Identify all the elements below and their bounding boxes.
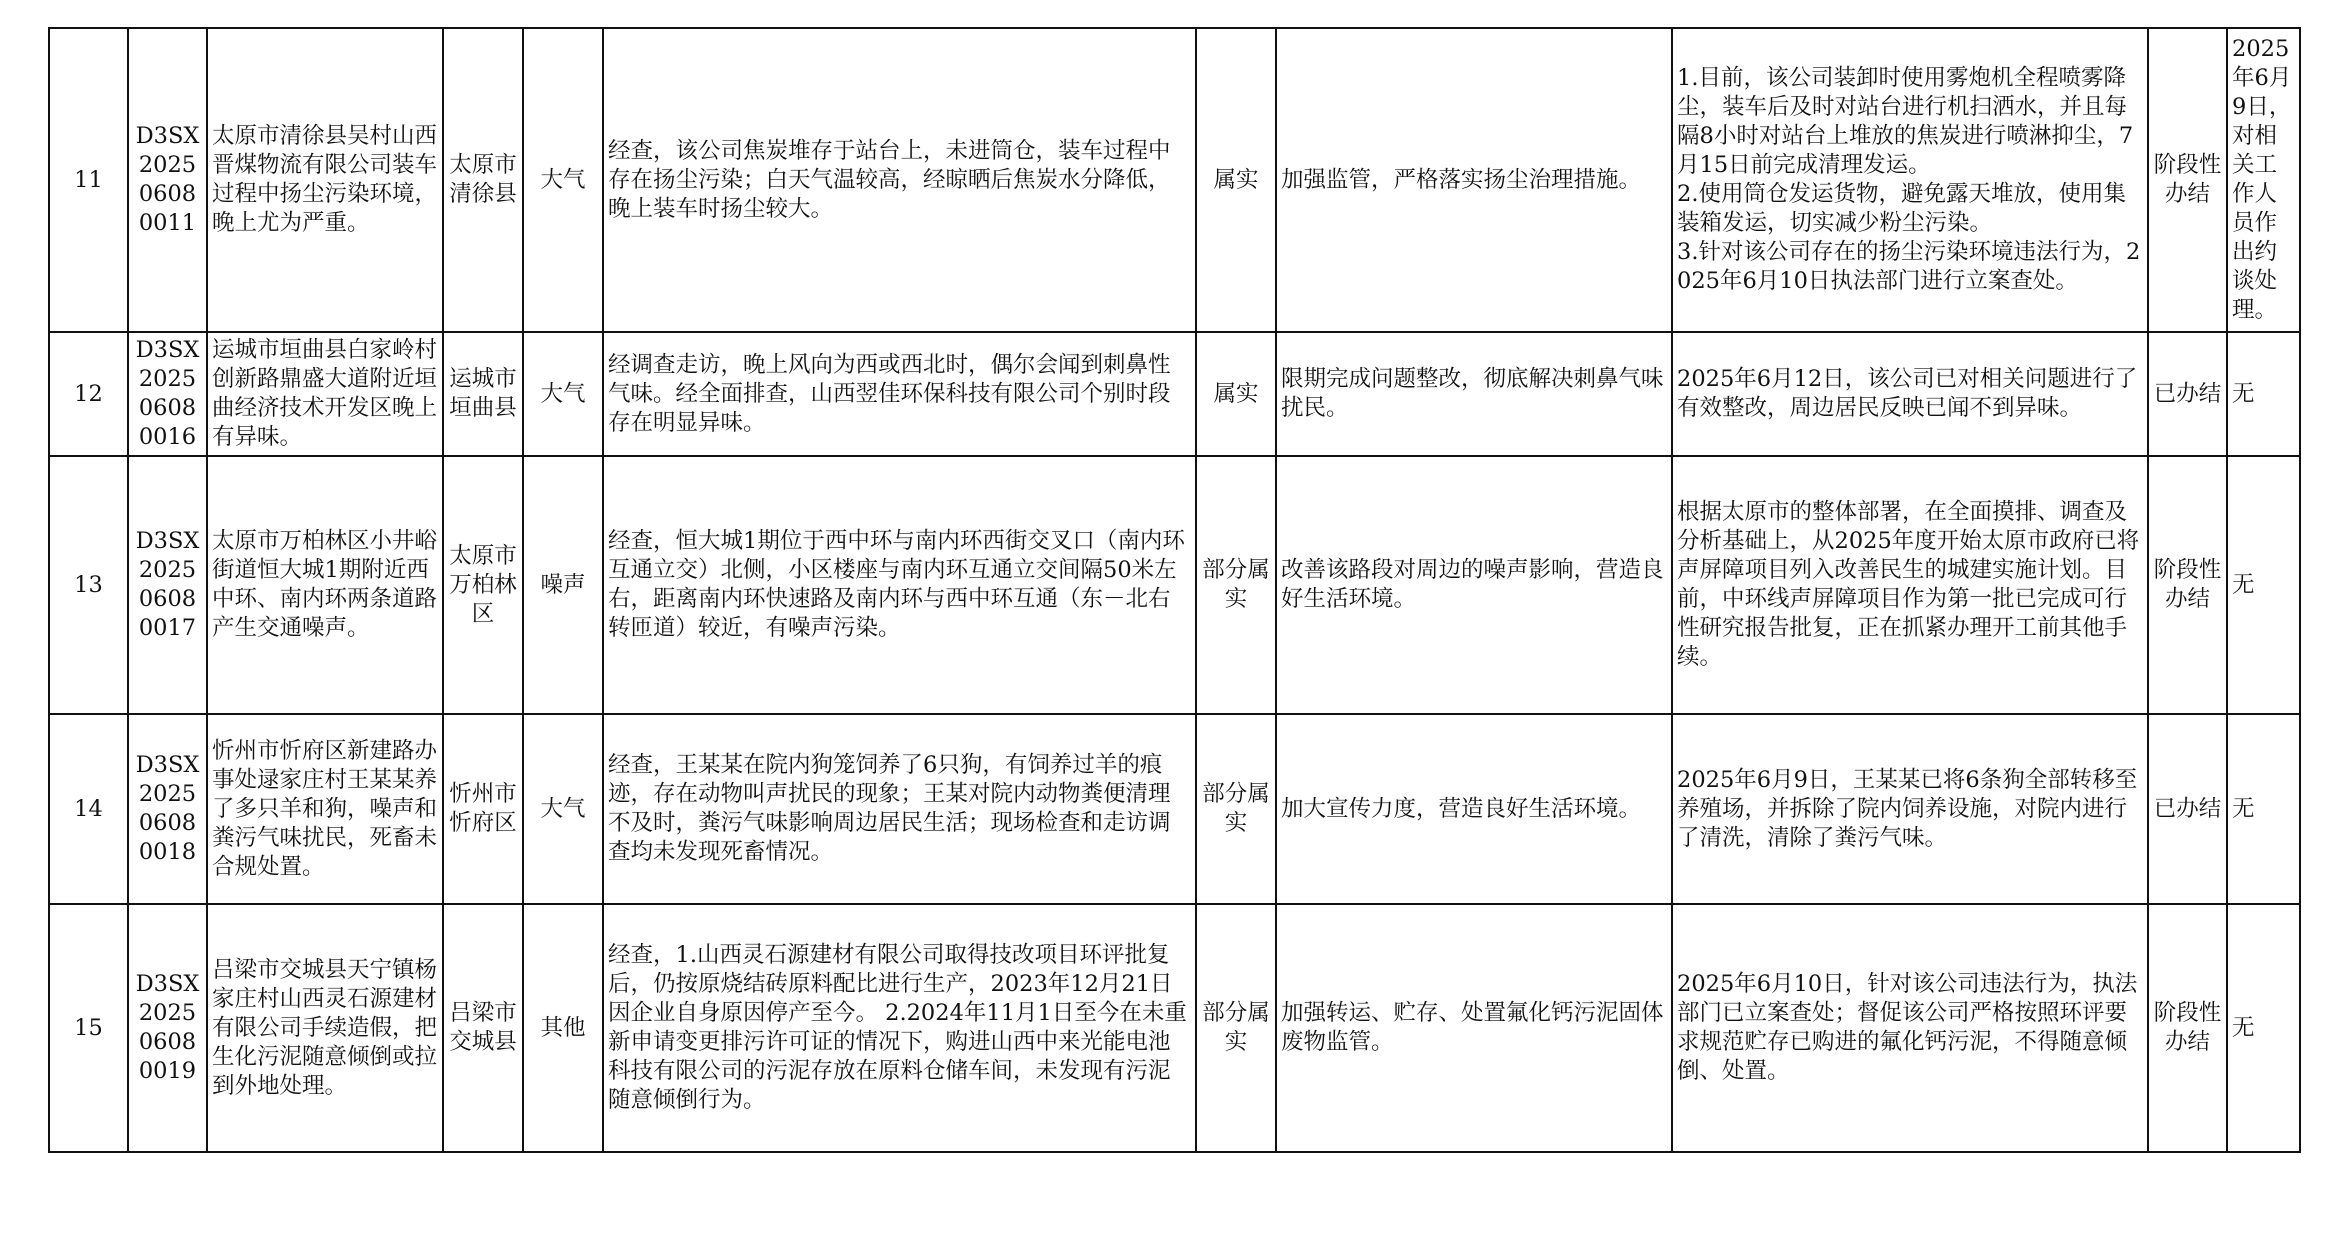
- rectification-goal: 加大宣传力度，营造良好生活环境。: [1276, 714, 1672, 904]
- complaint-content: 吕梁市交城县天宁镇杨家庄村山西灵石源建材有限公司手续造假，把生化污泥随意倾倒或拉到外地处理。: [207, 904, 443, 1152]
- handling-status: 已办结: [2148, 714, 2227, 904]
- accountability: 无: [2227, 332, 2300, 456]
- region: 忻州市忻府区: [443, 714, 523, 904]
- verdict: 属实: [1196, 28, 1276, 332]
- handling-status: 已办结: [2148, 332, 2227, 456]
- verdict: 部分属实: [1196, 456, 1276, 714]
- region: 太原市万柏林区: [443, 456, 523, 714]
- progress-item: 3.针对该公司存在的扬尘污染环境违法行为，2025年6月10日执法部门进行立案查处。: [1677, 239, 2141, 294]
- progress-item: 2025年6月9日，王某某已将6条狗全部转移至养殖场，并拆除了院内饲养设施，对院内进行了清洗，清除了粪污气味。: [1677, 766, 2138, 851]
- rectification-goal: 限期完成问题整改，彻底解决刺鼻气味扰民。: [1276, 332, 1672, 456]
- progress-item: 2025年6月12日，该公司已对相关问题进行了有效整改，周边居民反映已闻不到异味。: [1677, 366, 2138, 421]
- table-row: [49, 714, 2300, 904]
- investigation-result: 经查，1.山西灵石源建材有限公司取得技改项目环评批复后，仍按原烧结砖原料配比进行生产，2023年12月21日因企业自身原因停产至今。 2.2024年11月1日至今在未重新申请变更排污许可证的情况下，购进山西中来光能电池科技有限公司的污泥存放在原料仓储车间，未发现有污泥随意倾倒行为。: [603, 904, 1196, 1152]
- pollution-type: 噪声: [523, 456, 603, 714]
- case-code: D3SX20250608 0017: [128, 456, 207, 714]
- pollution-type: 大气: [523, 332, 603, 456]
- row-number: 11: [49, 28, 128, 332]
- verdict: 部分属实: [1196, 714, 1276, 904]
- accountability: 无: [2227, 714, 2300, 904]
- region: 太原市清徐县: [443, 28, 523, 332]
- handling-status: 阶段性办结: [2148, 28, 2227, 332]
- rectification-goal: 改善该路段对周边的噪声影响，营造良好生活环境。: [1276, 456, 1672, 714]
- table-row: [49, 456, 2300, 714]
- verdict: 属实: [1196, 332, 1276, 456]
- complaint-content: 太原市万柏林区小井峪街道恒大城1期附近西中环、南内环两条道路产生交通噪声。: [207, 456, 443, 714]
- accountability: 无: [2227, 904, 2300, 1152]
- investigation-result: 经查，王某某在院内狗笼饲养了6只狗，有饲养过羊的痕迹，存在动物叫声扰民的现象；王某对院内动物粪便清理不及时，粪污气味影响周边居民生活；现场检查和走访调查均未发现死畜情况。: [603, 714, 1196, 904]
- progress-item: 2.使用筒仓发运货物，避免露天堆放，使用集装箱发运，切实减少粉尘污染。: [1677, 181, 2126, 236]
- complaint-content: 忻州市忻府区新建路办事处逯家庄村王某某养了多只羊和狗，噪声和粪污气味扰民，死畜未合规处置。: [207, 714, 443, 904]
- rectification-goal: 加强监管，严格落实扬尘治理措施。: [1276, 28, 1672, 332]
- table-row: [49, 332, 2300, 456]
- progress-item: 根据太原市的整体部署，在全面摸排、调查及分析基础上，从2025年度开始太原市政府已将声屏障项目列入改善民生的城建实施计划。目前，中环线声屏障项目作为第一批已完成可行性研究报告批复，正在抓紧办理开工前其他手续。: [1677, 499, 2140, 670]
- rectification-progress: [1672, 456, 2148, 714]
- row-number: 12: [49, 332, 128, 456]
- case-code: D3SX20250608 0018: [128, 714, 207, 904]
- row-number: 14: [49, 714, 128, 904]
- investigation-result: 经调查走访，晚上风向为西或西北时，偶尔会闻到刺鼻性气味。经全面排查，山西翌佳环保科技有限公司个别时段存在明显异味。: [603, 332, 1196, 456]
- complaint-content: 运城市垣曲县白家岭村创新路鼎盛大道附近垣曲经济技术开发区晚上有异味。: [207, 332, 443, 456]
- table-body: [49, 28, 2300, 1152]
- complaint-table: [48, 27, 2301, 1153]
- table-row: [49, 904, 2300, 1152]
- rectification-progress: [1672, 28, 2148, 332]
- region: 吕梁市交城县: [443, 904, 523, 1152]
- verdict: 部分属实: [1196, 904, 1276, 1152]
- progress-item: 1.目前，该公司装卸时使用雾炮机全程喷雾降尘，装车后及时对站台进行机扫洒水，并且每隔8小时对站台上堆放的焦炭进行喷淋抑尘，7月15日前完成清理发运。: [1677, 65, 2134, 178]
- accountability: 无: [2227, 456, 2300, 714]
- handling-status: 阶段性办结: [2148, 456, 2227, 714]
- investigation-result: 经查，恒大城1期位于西中环与南内环西街交叉口（南内环互通立交）北侧，小区楼座与南内环互通立交间隔50米左右，距离南内环快速路及南内环与西中环互通（东－北右转匝道）较近，有噪声污染。: [603, 456, 1196, 714]
- progress-item: 2025年6月10日，针对该公司违法行为，执法部门已立案查处；督促该公司严格按照环评要求规范贮存已购进的氟化钙污泥，不得随意倾倒、处置。: [1677, 971, 2138, 1084]
- row-number: 15: [49, 904, 128, 1152]
- case-code: D3SX20250608 0011: [128, 28, 207, 332]
- pollution-type: 大气: [523, 714, 603, 904]
- handling-status: 阶段性办结: [2148, 904, 2227, 1152]
- pollution-type: 大气: [523, 28, 603, 332]
- accountability: 2025年6月9日，对相关工作人员作出约谈处理。: [2227, 28, 2300, 332]
- row-number: 13: [49, 456, 128, 714]
- pollution-type: 其他: [523, 904, 603, 1152]
- rectification-goal: 加强转运、贮存、处置氟化钙污泥固体废物监管。: [1276, 904, 1672, 1152]
- investigation-result: 经查，该公司焦炭堆存于站台上，未进筒仓，装车过程中存在扬尘污染；白天气温较高，经晾晒后焦炭水分降低，晚上装车时扬尘较大。: [603, 28, 1196, 332]
- complaint-content: 太原市清徐县吴村山西晋煤物流有限公司装车过程中扬尘污染环境，晚上尤为严重。: [207, 28, 443, 332]
- rectification-progress: [1672, 332, 2148, 456]
- rectification-progress: [1672, 714, 2148, 904]
- table-row: [49, 28, 2300, 332]
- case-code: D3SX20250608 0019: [128, 904, 207, 1152]
- case-code: D3SX20250608 0016: [128, 332, 207, 456]
- rectification-progress: [1672, 904, 2148, 1152]
- region: 运城市垣曲县: [443, 332, 523, 456]
